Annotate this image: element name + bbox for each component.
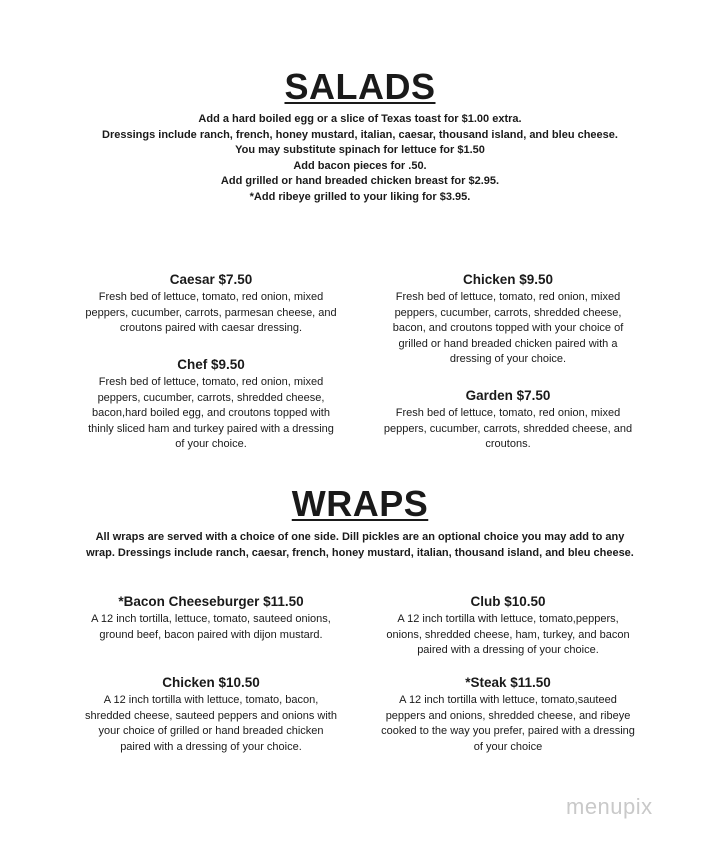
wrap-item [380,674,636,755]
salads-heading: SALADS [284,66,436,107]
salad-item [84,271,338,337]
salads-note: Dressings include ranch, french, honey mustard, italian, caesar, thousand island, and bleu cheese. [102,128,618,141]
salads-note: Add a hard boiled egg or a slice of Texas toast for $1.00 extra. [198,113,522,125]
salad-item-title: Chef $9.50 [177,357,245,372]
salad-item-desc: Fresh bed of lettuce, tomato, red onion, mixed peppers, cucumber, carrots, shredded cheese, bacon,hard boiled egg, and croutons topped with thinly sliced ham and turkey paired with a dressing of your choice. [88,376,334,451]
salads-note: You may substitute spinach for lettuce for $1.50 [235,144,485,157]
salad-item-title: Caesar $7.50 [169,272,253,287]
wrap-item-title: *Bacon Cheeseburger $11.50 [118,594,304,609]
wrap-item-desc: A 12 inch tortilla with lettuce, tomato,sauteed peppers and onions, shredded cheese, and ribeye cooked to the way you prefer, paired with a dressing of your choice [381,694,635,753]
salads-notes [100,112,620,206]
salad-item [380,271,636,368]
wrap-item [380,593,636,659]
salad-item-desc: Fresh bed of lettuce, tomato, red onion, mixed peppers, cucumber, carrots, shredded cheese, bacon, and croutons topped with your choice of grilled or hand breaded chicken paired with a dressing of your choice. [392,291,624,366]
salads-note: Add grilled or hand breaded chicken breast for $2.95. [220,175,500,188]
wrap-item-desc: A 12 inch tortilla with lettuce, tomato,peppers, onions, shredded cheese, ham, turkey, and bacon paired with a dressing of your choice. [386,613,630,657]
salad-item-title: Garden $7.50 [465,388,551,403]
wraps-heading: WRAPS [291,483,429,524]
wrap-item-desc: A 12 inch tortilla with lettuce, tomato, bacon, shredded cheese, sauteed peppers and onions with your choice of grilled or hand breaded chicken paired with a dressing of your choice. [85,694,337,753]
salads-note: *Add ribeye grilled to your liking for $3.95. [249,190,471,203]
wrap-item-title: *Steak $11.50 [465,675,551,690]
wrap-item-title: Chicken $10.50 [162,675,260,690]
wrap-item-desc: A 12 inch tortilla, lettuce, tomato, sauteed onions, ground beef, bacon paired with dijon mustard. [91,613,331,641]
wraps-note: All wraps are served with a choice of one side. Dill pickles are an optional choice you may add to any wrap. Dressings include ranch, caesar, french, honey mustard, italian, thousand island, and bleu cheese. [86,531,634,559]
salad-item-desc: Fresh bed of lettuce, tomato, red onion, mixed peppers, cucumber, carrots, shredded cheese, and croutons. [383,407,633,451]
salad-item-title: Chicken $9.50 [462,272,554,287]
wrap-item [84,593,338,643]
wrap-item-title: Club $10.50 [470,594,546,609]
salad-item [380,387,636,453]
wrap-item [84,674,338,755]
menupix-watermark: menupix [566,794,653,819]
salad-item-desc: Fresh bed of lettuce, tomato, red onion, mixed peppers, cucumber, carrots, parmesan cheese, and croutons paired with caesar dressing. [85,291,337,335]
salad-item [84,356,338,453]
salads-note: Add bacon pieces for .50. [293,159,427,172]
